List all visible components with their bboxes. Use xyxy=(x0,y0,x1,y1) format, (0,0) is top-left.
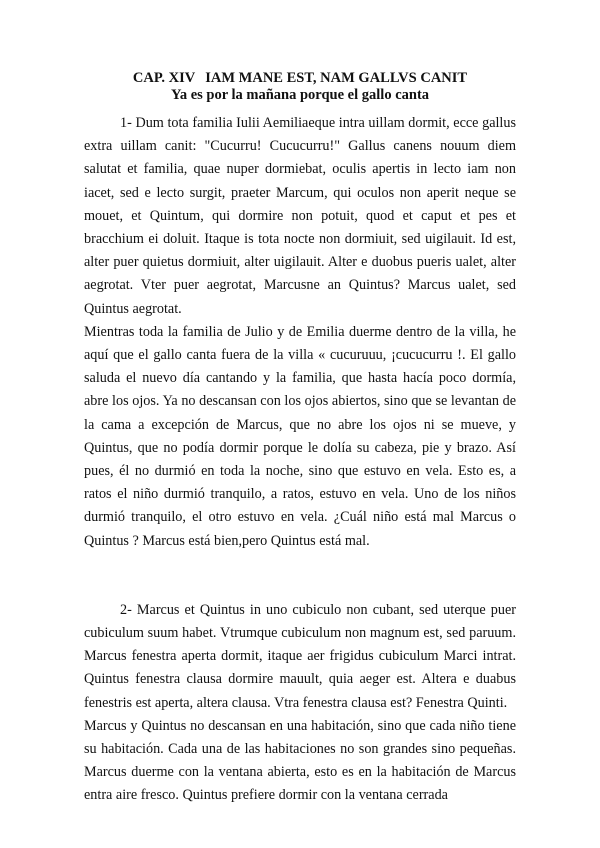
chapter-title xyxy=(84,70,516,87)
chapter-subtitle: Ya es por la mañana porque el gallo canta xyxy=(170,87,430,103)
section-1-spanish: Mientras toda la familia de Julio y de Emilia duerme dentro de la villa, he aquí que el gallo canta fuera de la villa « cucuruuu, ¡cucucurru !. El gallo saluda el nuevo día cantando y la familia, que hasta hacía poco dormía, abre los ojos. Ya no descansan con los ojos abiertos, sino que se levantan de la cama a excepción de Marcus, que no abre los ojos ni se mueve, y Quintus, que no podía dormir porque le dolía su cabeza, pie y brazo. Así pues, él no durmió en toda la noche, sino que estuvo en vela. Esto es, a ratos el niño durmió tranquilo, a ratos, estuvo en vela. Uno de los niños durmió tranquilo, el otro estuvo en vela. ¿Cuál niño está mal Marcus o Quintus ? Marcus está bien,pero Quintus está mal. xyxy=(84,323,516,549)
section-spacer xyxy=(84,553,516,599)
chapter-number: CAP. XIV xyxy=(132,70,196,86)
chapter-latin-title: IAM MANE EST, NAM GALLVS CANIT xyxy=(205,70,468,86)
section-2-spanish: Marcus y Quintus no descansan en una habitación, sino que cada niño tiene su habitación. Cada una de las habitaciones no son grandes sino pequeñas. Marcus duerme con la ventana abierta, esto es en la habitación de Marcus entra aire fresco. Quintus prefiere dormir con la ventana cerrada xyxy=(84,717,516,804)
document-page xyxy=(84,70,516,808)
section-2-latin: 2- Marcus et Quintus in uno cubiculo non cubant, sed uterque puer cubiculum suum habet. Vtrumque cubiculum non magnum est, sed paruum. Marcus fenestra aperta dormit, itaque aer frigidus cubiculum Marci intrat. Quintus fenestra clausa dormire mauult, quia aeger est. Altera e duabus fenestris est aperta, altera clausa. Vtra fenestra clausa est? Fenestra Quinti. xyxy=(84,601,516,711)
section-1-latin: 1- Dum tota familia Iulii Aemiliaeque intra uillam dormit, ecce gallus extra uillam canit: "Cucurru! Cucucurru!" Gallus canens nouum diem salutat et familia, quae nuper dormiebat, oculis apertis in lecto iam non iacet, sed e lecto surgit, praeter Marcum, qui oculos non aperit neque se mouet, et Quintum, qui dormire non potuit, quod et caput et pes et bracchium ei doluit. Itaque is tota nocte non dormiuit, sed uigilauit. Id est, alter puer quietus dormiuit, alter uigilauit. Alter e duobus pueris ualet, alter aegrotat. Vter puer aegrotat, Marcusne an Quintus? Marcus ualet, sed Quintus aegrotat. xyxy=(84,115,516,317)
